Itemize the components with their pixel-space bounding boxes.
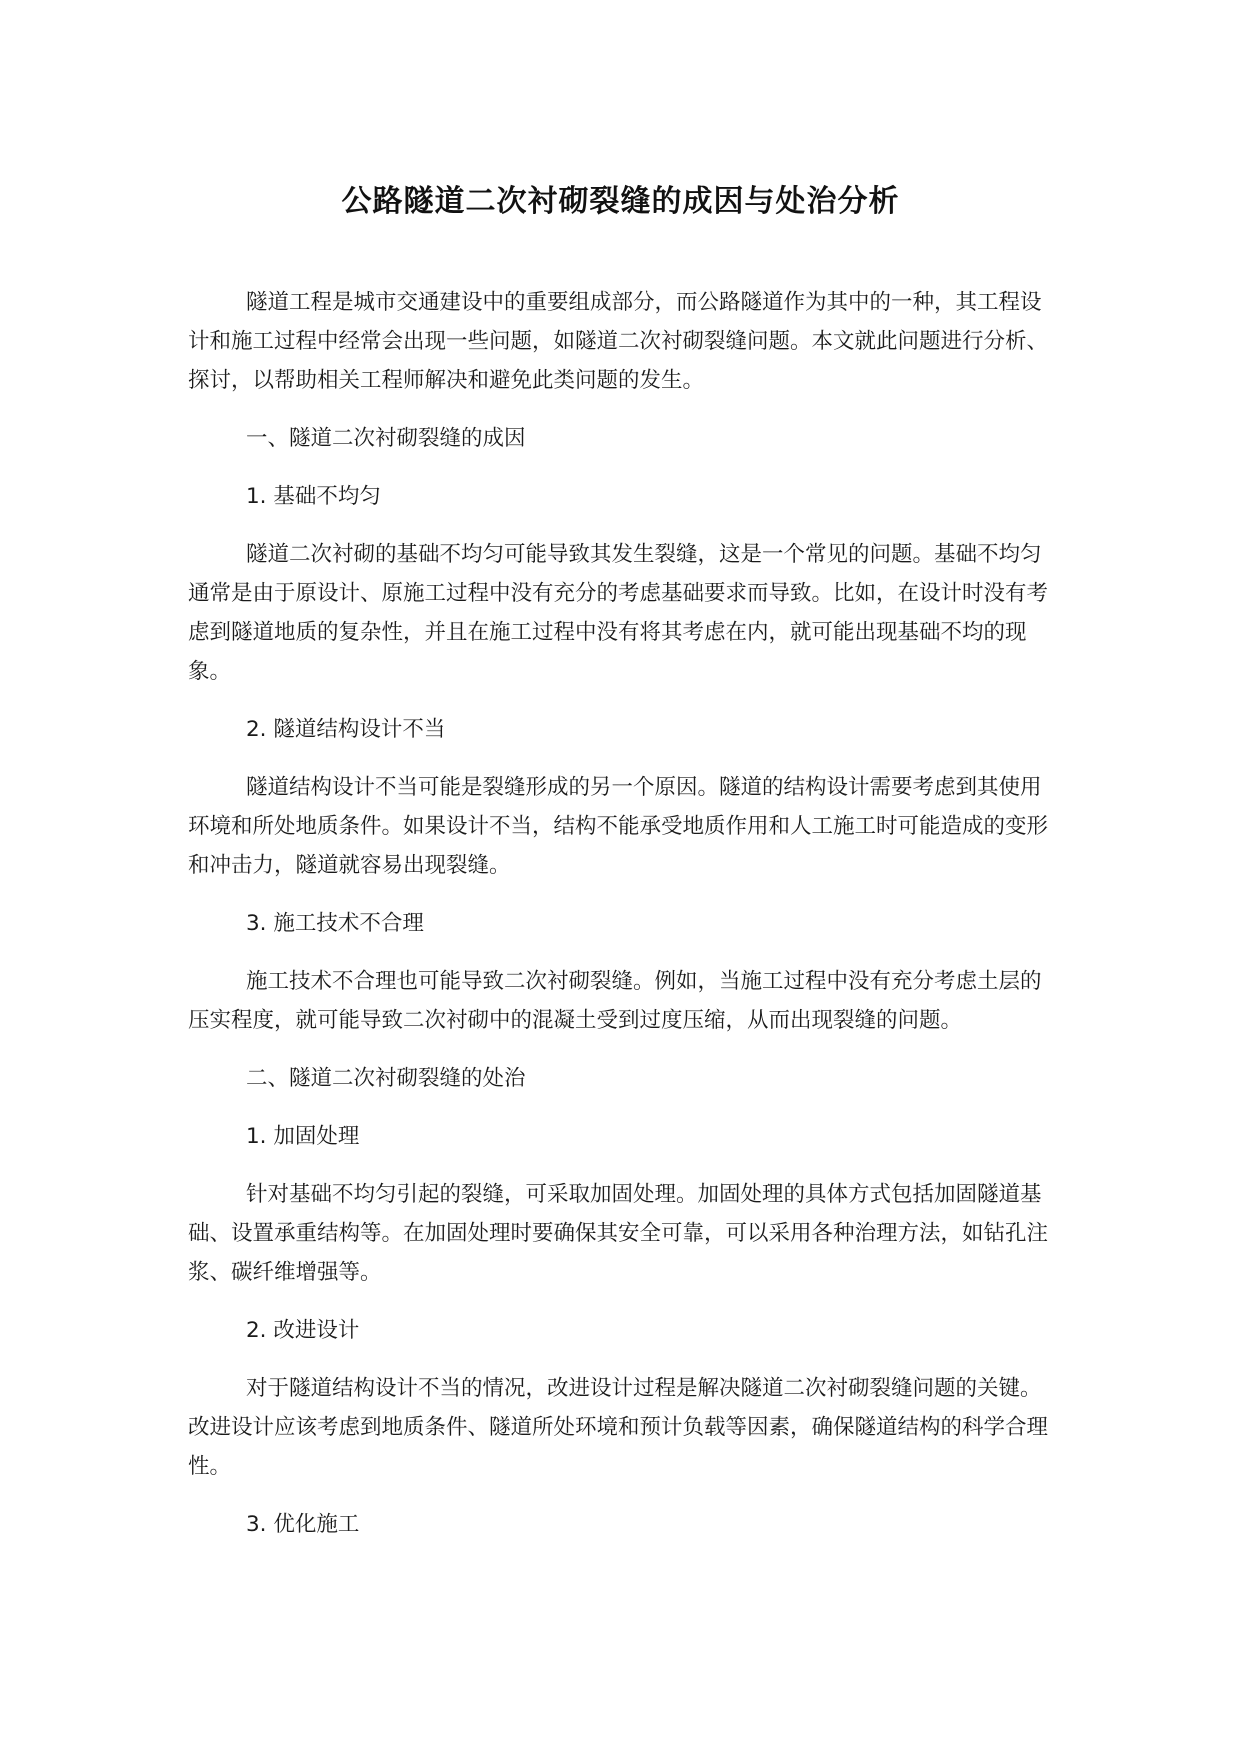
- section-heading-causes: 一、隧道二次衬砌裂缝的成因: [246, 426, 526, 451]
- document-body: [188, 283, 1058, 1563]
- subheading-optimize-construction: 3. 优化施工: [246, 1512, 360, 1537]
- paragraph-reinforcement: 针对基础不均匀引起的裂缝，可采取加固处理。加固处理的具体方式包括加固隧道基础、设置承重结构等。在加固处理时要确保其安全可靠，可以采用各种治理方法，如钻孔注浆、碳纤维增强等。: [188, 1182, 1049, 1285]
- section-heading-treatment: 二、隧道二次衬砌裂缝的处治: [246, 1066, 526, 1091]
- paragraph-intro: 隧道工程是城市交通建设中的重要组成部分，而公路隧道作为其中的一种，其工程设计和施工过程中经常会出现一些问题，如隧道二次衬砌裂缝问题。本文就此问题进行分析、探讨，以帮助相关工程师解决和避免此类问题的发生。: [188, 290, 1049, 393]
- subheading-uneven-foundation: 1. 基础不均匀: [246, 484, 381, 509]
- subheading-structure-design: 2. 隧道结构设计不当: [246, 717, 446, 742]
- paragraph-uneven-foundation: 隧道二次衬砌的基础不均匀可能导致其发生裂缝，这是一个常见的问题。基础不均匀通常是由于原设计、原施工过程中没有充分的考虑基础要求而导致。比如，在设计时没有考虑到隧道地质的复杂性，并且在施工过程中没有将其考虑在内，就可能出现基础不均的现象。: [188, 542, 1049, 684]
- subheading-improve-design: 2. 改进设计: [246, 1318, 360, 1343]
- subheading-reinforcement: 1. 加固处理: [246, 1124, 360, 1149]
- paragraph-structure-design: 隧道结构设计不当可能是裂缝形成的另一个原因。隧道的结构设计需要考虑到其使用环境和所处地质条件。如果设计不当，结构不能承受地质作用和人工施工时可能造成的变形和冲击力，隧道就容易出现裂缝。: [188, 775, 1049, 878]
- document-title: 公路隧道二次衬砌裂缝的成因与处治分析: [341, 184, 900, 219]
- paragraph-construction-tech: 施工技术不合理也可能导致二次衬砌裂缝。例如，当施工过程中没有充分考虑土层的压实程度，就可能导致二次衬砌中的混凝土受到过度压缩，从而出现裂缝的问题。: [188, 969, 1042, 1033]
- subheading-construction-tech: 3. 施工技术不合理: [246, 911, 424, 936]
- paragraph-improve-design: 对于隧道结构设计不当的情况，改进设计过程是解决隧道二次衬砌裂缝问题的关键。改进设计应该考虑到地质条件、隧道所处环境和预计负载等因素，确保隧道结构的科学合理性。: [188, 1376, 1049, 1479]
